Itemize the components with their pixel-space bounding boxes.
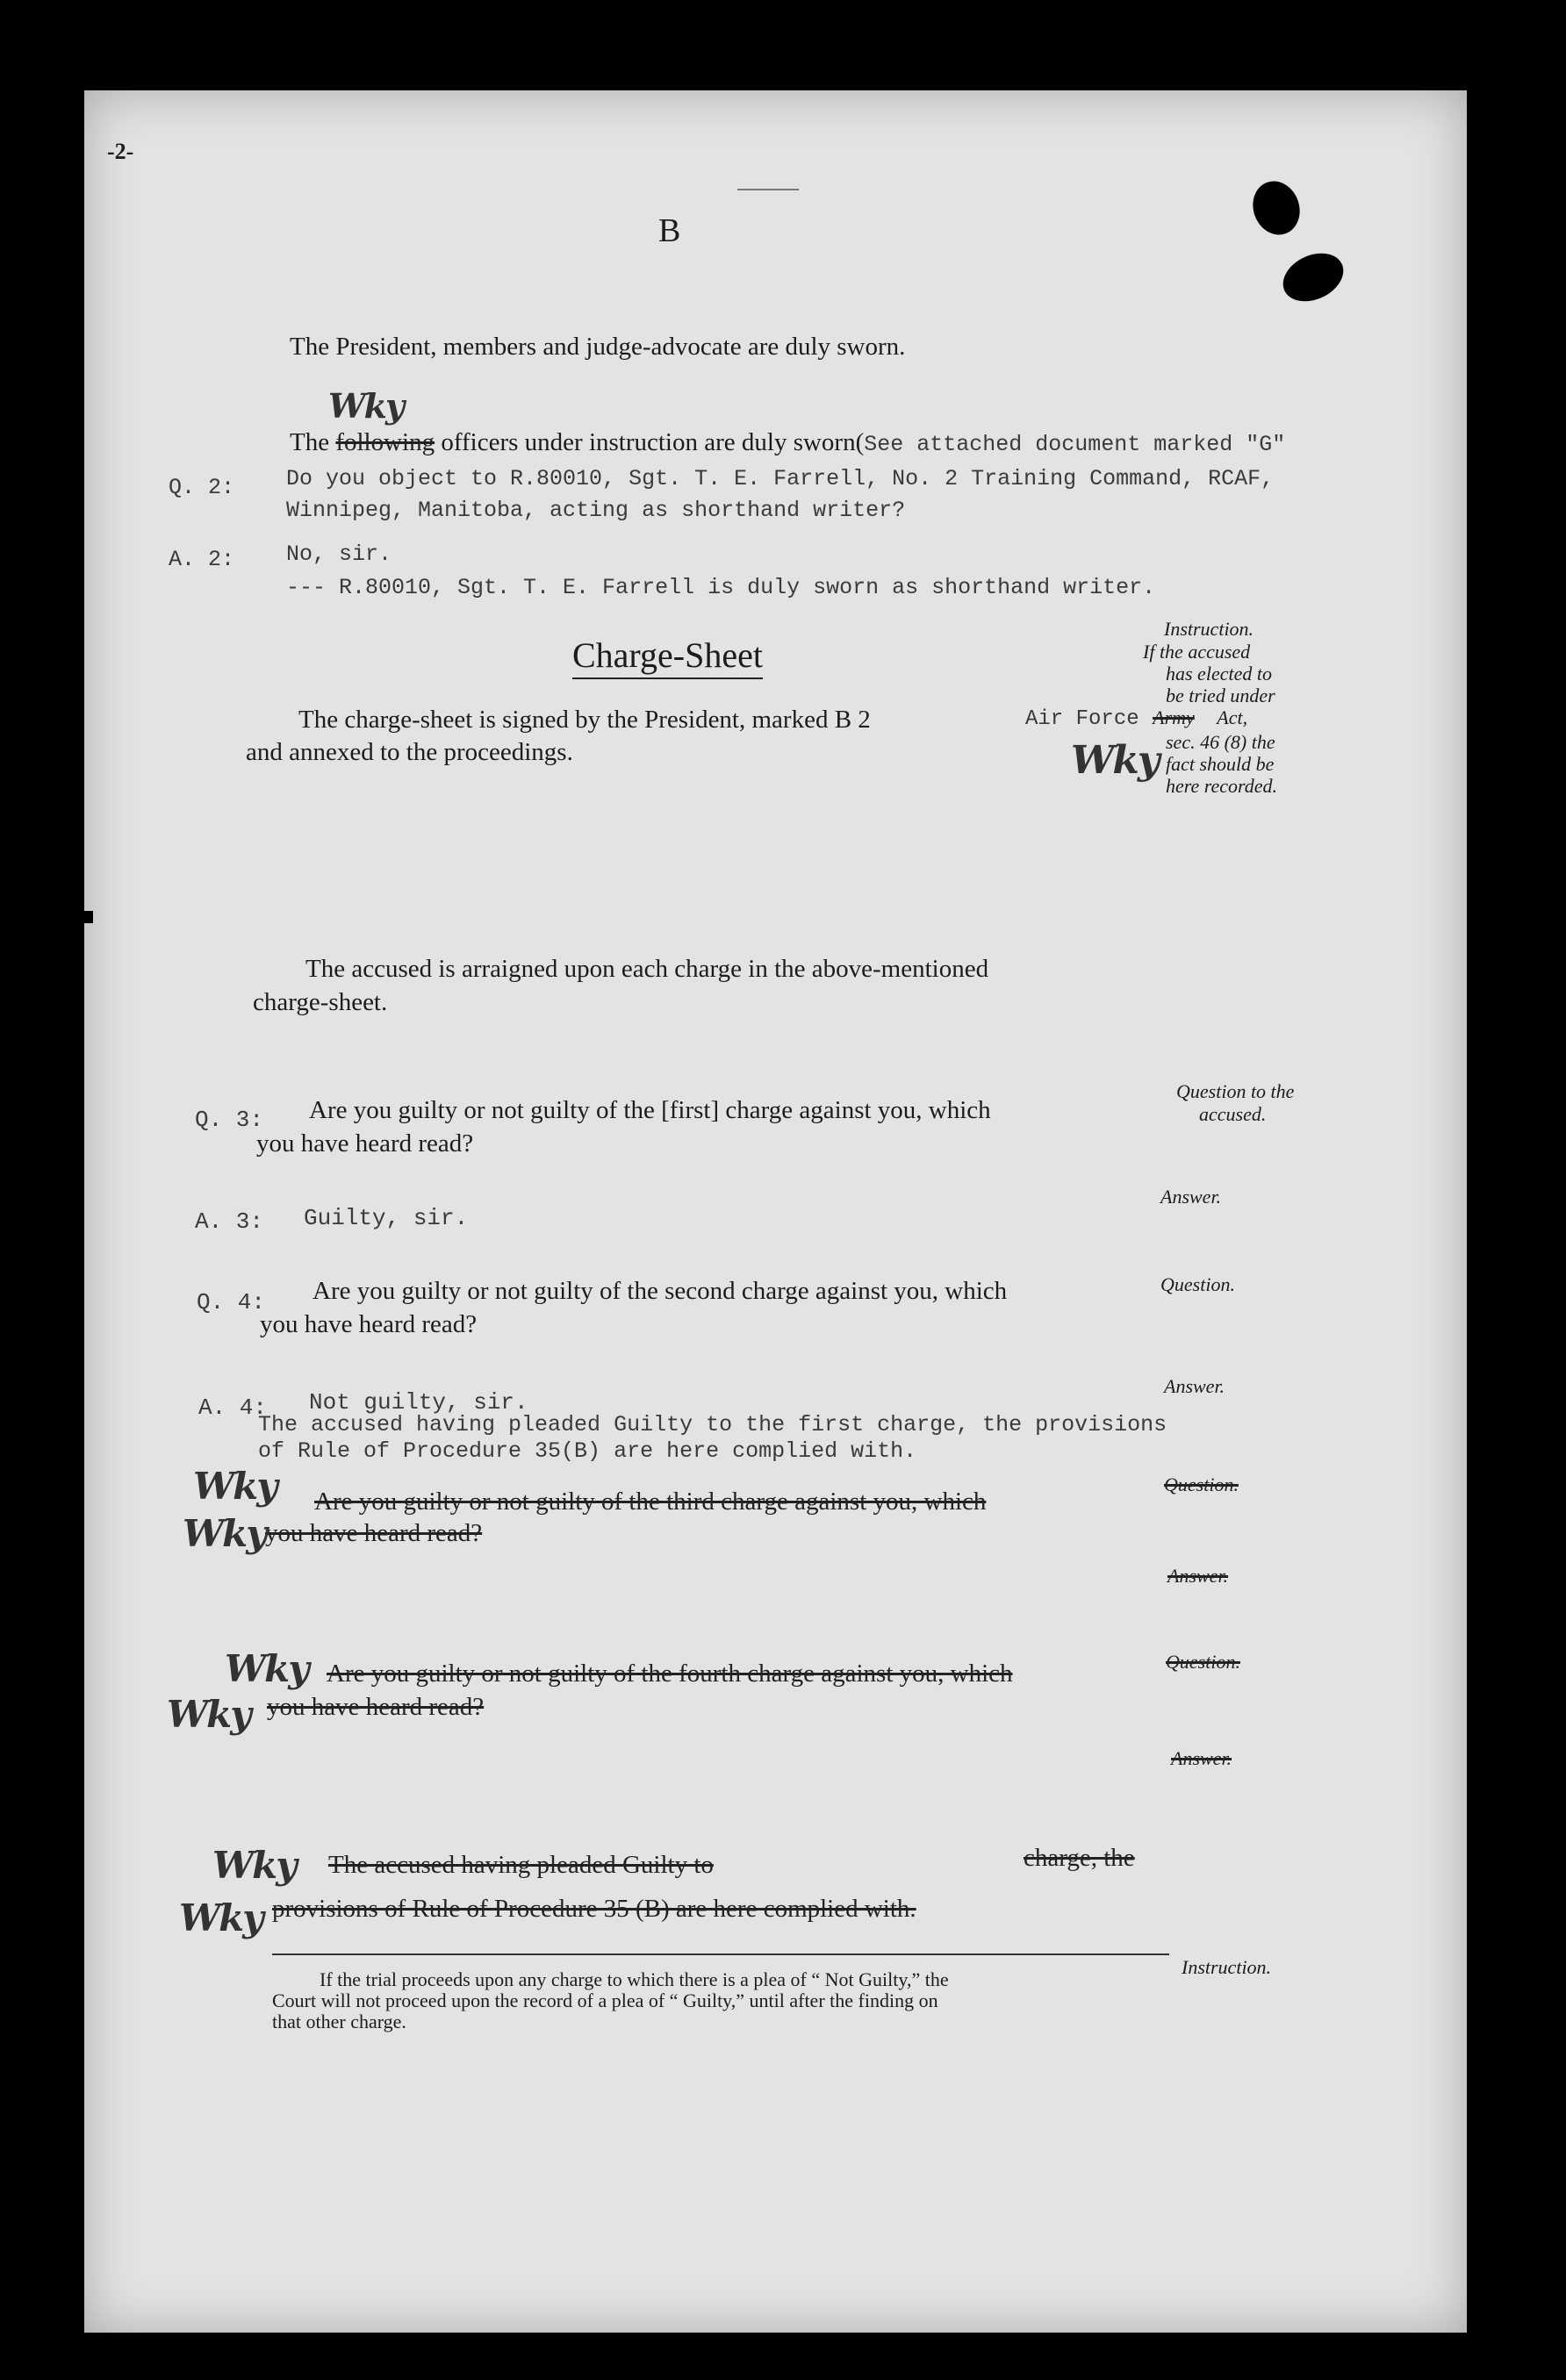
struck-plea-line2: provisions of Rule of Procedure 35 (B) are here complied with. [272, 1895, 916, 1923]
officers-text: officers under instruction are duly sworn( [441, 428, 865, 456]
fourth-charge-line2: you have heard read? [267, 1693, 485, 1721]
a4-note2: of Rule of Procedure 35(B) are here complied with. [258, 1438, 917, 1464]
section-letter: B [658, 212, 681, 249]
a2-answer: No, sir. [286, 541, 392, 567]
instruction-l5: sec. 46 (8) the [1166, 731, 1275, 753]
instruction-l1: If the accused [1143, 641, 1251, 663]
q2-line1: Do you object to R.80010, Sgt. T. E. Farrell, No. 2 Training Command, RCAF, [286, 466, 1275, 491]
q2-line2: Winnipeg, Manitoba, acting as shorthand writer? [286, 498, 906, 523]
instruction-act: Act, [1217, 706, 1248, 728]
a2-note: --- R.80010, Sgt. T. E. Farrell is duly sworn as shorthand writer. [286, 575, 1156, 600]
ink-blot [1275, 244, 1351, 311]
handwritten-initials: Wky [193, 1465, 277, 1508]
handwritten-initials: Wky [1071, 738, 1159, 783]
struck-word: following [335, 428, 435, 456]
q2-label: Q. 2: [169, 475, 235, 500]
instruction-l6: fact should be [1166, 753, 1275, 775]
handwritten-initials: Wky [183, 1512, 266, 1555]
a3-margin: Answer. [1160, 1186, 1222, 1208]
charge-sheet-heading: Charge-Sheet [572, 634, 763, 679]
a4-margin: Answer. [1164, 1375, 1225, 1397]
footer-margin: Instruction. [1182, 1956, 1272, 1978]
officers-prefix: The [290, 428, 330, 456]
q3-label: Q. 3: [195, 1107, 264, 1133]
instruction-title: Instruction. [1164, 618, 1254, 640]
q4-label: Q. 4: [197, 1289, 266, 1315]
third-charge-line1: Are you guilty or not guilty of the third charge against you, which [314, 1488, 987, 1516]
arraigned-line2: charge-sheet. [253, 988, 388, 1016]
air-force-insert: Air Force [1025, 707, 1139, 731]
q4-margin: Question. [1160, 1273, 1235, 1295]
handwritten-initials: Wky [328, 386, 404, 426]
fourth-answer-margin: Answer. [1171, 1747, 1232, 1769]
fourth-charge-line1: Are you guilty or not guilty of the fourth charge against you, which [327, 1660, 1013, 1688]
instruction-l2: has elected to [1166, 663, 1272, 685]
q3-line1: Are you guilty or not guilty of the [first] charge against you, which [309, 1096, 991, 1124]
instruction-l3: be tried under [1166, 685, 1275, 706]
handwritten-initials: Wky [225, 1647, 308, 1690]
a2-label: A. 2: [169, 547, 235, 572]
officers-line [290, 428, 1285, 457]
charge-sheet-line1: The charge-sheet is signed by the President, marked B 2 [298, 706, 871, 734]
arraigned-line1: The accused is arraigned upon each charge in the above-mentioned [305, 955, 989, 983]
fourth-question-margin: Question. [1166, 1651, 1240, 1673]
a4-note1: The accused having pleaded Guilty to the first charge, the provisions [258, 1412, 1167, 1437]
third-answer-margin: Answer. [1167, 1565, 1229, 1587]
document-page [84, 90, 1467, 2333]
third-question-margin: Question. [1164, 1473, 1239, 1495]
a4-answer: Not guilty, sir. [309, 1389, 528, 1416]
pen-mark [737, 189, 799, 190]
handwritten-initials: Wky [212, 1844, 296, 1887]
third-charge-line2: you have heard read? [265, 1519, 483, 1547]
q3-line2: you have heard read? [256, 1129, 474, 1158]
divider [272, 1953, 1169, 1955]
instruction-l7: here recorded. [1166, 775, 1278, 797]
page-tear [84, 911, 93, 923]
officers-typed: See attached document marked "G" [864, 432, 1286, 457]
footer-line2: Court will not proceed upon the record of a plea of “ Guilty,” until after the finding on [272, 1989, 938, 2011]
a3-label: A. 3: [195, 1208, 264, 1235]
instruction-l4 [1025, 706, 1247, 731]
footer-line3: that other charge. [272, 2011, 406, 2032]
q3-margin2: accused. [1199, 1103, 1267, 1125]
footer-line1: If the trial proceeds upon any charge to which there is a plea of “ Not Guilty,” the [320, 1968, 949, 1990]
ink-blot [1246, 175, 1307, 241]
q3-margin1: Question to the [1176, 1080, 1295, 1102]
sworn-line: The President, members and judge-advocate are duly sworn. [290, 333, 906, 361]
struck-plea-line1a: The accused having pleaded Guilty to [328, 1851, 714, 1879]
a4-label: A. 4: [198, 1394, 268, 1421]
q4-line1: Are you guilty or not guilty of the second charge against you, which [312, 1277, 1008, 1305]
charge-sheet-line2: and annexed to the proceedings. [246, 738, 573, 766]
a3-answer: Guilty, sir. [304, 1205, 469, 1231]
struck-army: Army [1153, 706, 1195, 728]
handwritten-initials: Wky [179, 1896, 262, 1939]
handwritten-initials: Wky [167, 1693, 250, 1736]
q4-line2: you have heard read? [260, 1310, 478, 1338]
struck-plea-line1b: charge, the [1024, 1844, 1135, 1872]
page-number: -2- [107, 139, 134, 164]
